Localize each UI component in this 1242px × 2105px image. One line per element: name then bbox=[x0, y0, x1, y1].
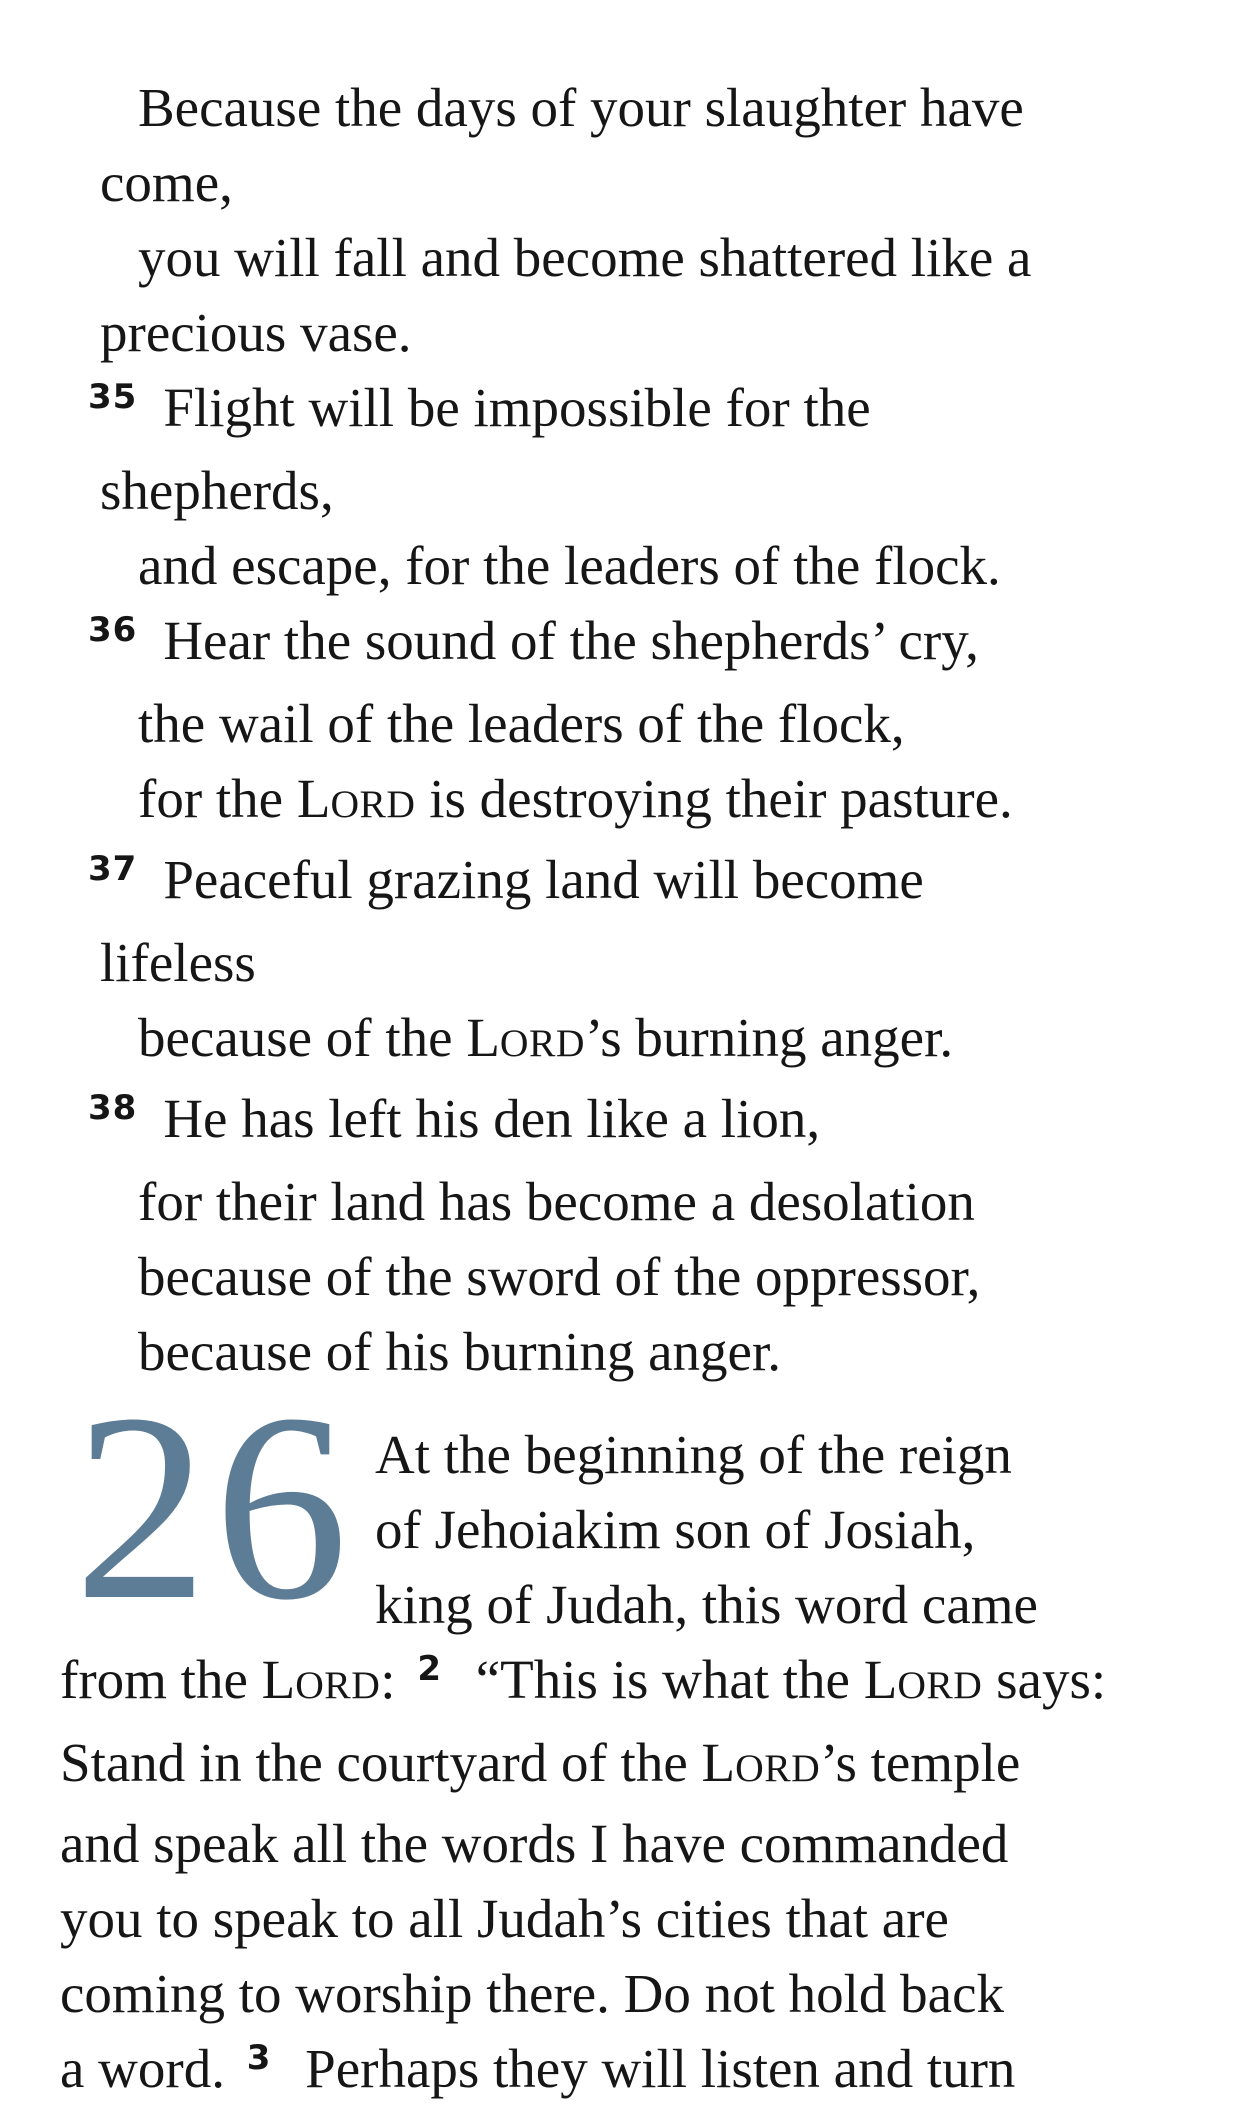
prose-verse-line[interactable]: from the LORD: $^2$ “This is what the LORD says: bbox=[60, 1649, 1107, 1710]
poetry-verse-line[interactable]: $^{38}$ He has left his den like a lion, bbox=[88, 1088, 821, 1149]
poetry-verse-line[interactable]: because of the LORD’s burning anger. bbox=[138, 1007, 954, 1068]
poetry-verse-line[interactable]: because of the sword of the oppressor, bbox=[138, 1246, 981, 1307]
poetry-verse-line[interactable]: because of his burning anger. bbox=[138, 1321, 782, 1382]
prose-verse-line[interactable]: king of Judah, this word came bbox=[375, 1574, 1038, 1635]
prose-verse-line[interactable]: coming to worship there. Do not hold back bbox=[60, 1963, 1004, 2024]
divine-name-lord: LORD bbox=[863, 1649, 983, 1710]
chapter-number-dropcap: 26 bbox=[74, 1358, 354, 1655]
divine-name-small-caps: ORD bbox=[735, 1746, 821, 1790]
prose-verse-line[interactable]: and speak all the words I have commanded bbox=[60, 1813, 1009, 1874]
divine-name-small-caps: ORD bbox=[330, 782, 416, 826]
prose-verse-line[interactable]: of Jehoiakim son of Josiah, bbox=[375, 1499, 976, 1560]
verse-number: 38 bbox=[88, 1088, 138, 1128]
poetry-verse-line[interactable]: $^{36}$ Hear the sound of the shepherds’ cry, bbox=[88, 610, 979, 671]
poetry-verse-line[interactable]: precious vase. bbox=[100, 302, 412, 363]
poetry-verse-line[interactable]: for their land has become a desolation bbox=[138, 1171, 975, 1232]
poetry-section bbox=[60, 70, 1212, 1389]
divine-name-lord: LORD bbox=[261, 1649, 381, 1710]
poetry-verse-line[interactable]: you will fall and become shattered like a bbox=[138, 227, 1032, 288]
divine-name-lord: LORD bbox=[701, 1732, 821, 1793]
divine-name-lord: LORD bbox=[296, 768, 416, 829]
poetry-verse-line[interactable]: come, bbox=[100, 152, 233, 213]
prose-verse-line[interactable]: Stand in the courtyard of the LORD’s temple bbox=[60, 1732, 1021, 1793]
poetry-verse-line[interactable]: shepherds, bbox=[100, 460, 334, 521]
verse-number: 36 bbox=[88, 610, 138, 650]
poetry-verse-line[interactable]: lifeless bbox=[100, 932, 256, 993]
prose-paragraph bbox=[60, 1417, 1212, 2105]
divine-name-lord: LORD bbox=[466, 1007, 585, 1068]
poetry-verse-line[interactable]: for the LORD is destroying their pasture. bbox=[138, 768, 1013, 829]
poetry-verse-line[interactable]: and escape, for the leaders of the flock. bbox=[138, 535, 1001, 596]
verse-number: 37 bbox=[88, 849, 138, 889]
divine-name-small-caps: ORD bbox=[295, 1663, 381, 1707]
verse-number: 3 bbox=[246, 2038, 272, 2078]
poetry-verse-line[interactable]: Because the days of your slaughter have bbox=[138, 77, 1024, 138]
prose-verse-line[interactable]: you to speak to all Judah’s cities that are bbox=[60, 1888, 949, 1949]
divine-name-small-caps: ORD bbox=[499, 1021, 585, 1065]
verse-number: 35 bbox=[88, 377, 138, 417]
poetry-verse-line[interactable]: $^{37}$ Peaceful grazing land will become bbox=[88, 849, 924, 910]
divine-name-small-caps: ORD bbox=[897, 1663, 983, 1707]
prose-verse-line[interactable]: At the beginning of the reign bbox=[375, 1424, 1012, 1485]
chapter-section bbox=[60, 1358, 1212, 2105]
verse-number: 2 bbox=[417, 1649, 442, 1689]
poetry-verse-line[interactable]: the wail of the leaders of the flock, bbox=[138, 693, 905, 754]
poetry-verse-line[interactable]: $^{35}$ Flight will be impossible for the bbox=[88, 377, 871, 438]
prose-verse-line[interactable]: a word. $^3$ Perhaps they will listen and turn bbox=[60, 2038, 1016, 2099]
